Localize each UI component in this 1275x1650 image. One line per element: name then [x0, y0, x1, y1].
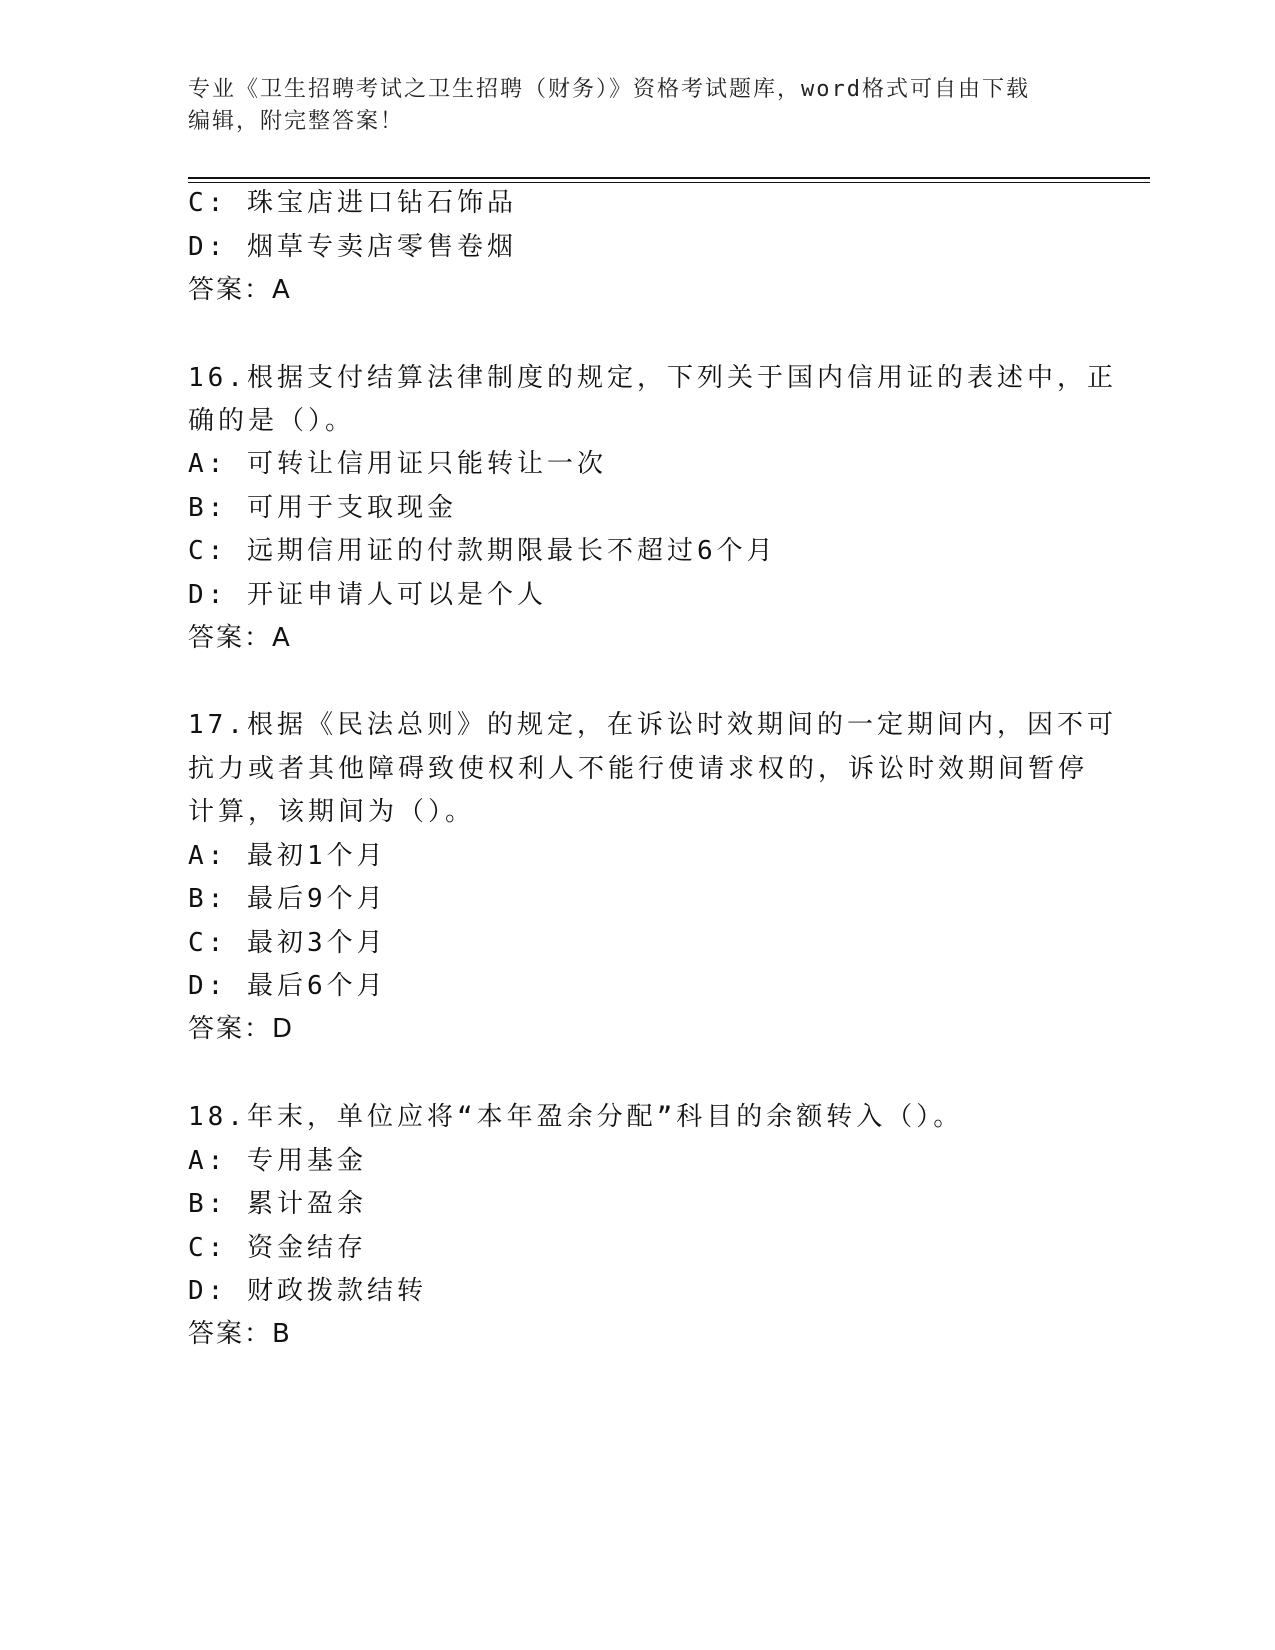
- header-divider-thin: [188, 182, 1150, 183]
- q17-option-d: D: 最后6个月: [188, 971, 387, 1001]
- q16-stem-line-2: 确的是（）。: [188, 406, 356, 436]
- header-divider-thick: [188, 177, 1150, 179]
- q17-stem-line-3: 计算，该期间为（）。: [188, 797, 476, 827]
- q15-option-d: D: 烟草专卖店零售卷烟: [188, 232, 517, 262]
- q18-answer: 答案：B: [188, 1319, 292, 1349]
- q18-option-a: A: 专用基金: [188, 1146, 367, 1176]
- header-line-1: 专业《卫生招聘考试之卫生招聘（财务）》资格考试题库，word格式可自由下载: [188, 77, 1030, 102]
- q15-option-c: C: 珠宝店进口钻石饰品: [188, 188, 517, 218]
- q16-answer: 答案：A: [188, 623, 292, 653]
- q17-stem-line-2: 抗力或者其他障碍致使权利人不能行使请求权的，诉讼时效期间暂停: [188, 754, 1089, 784]
- q16-option-d: D: 开证申请人可以是个人: [188, 580, 547, 610]
- q16-option-c: C: 远期信用证的付款期限最长不超过6个月: [188, 536, 777, 566]
- q16-option-a: A: 可转让信用证只能转让一次: [188, 449, 607, 479]
- q15-answer: 答案：A: [188, 275, 292, 305]
- header-line-2: 编辑，附完整答案！: [188, 109, 405, 134]
- q16-option-b: B: 可用于支取现金: [188, 493, 457, 523]
- q17-option-c: C: 最初3个月: [188, 928, 387, 958]
- q18-option-d: D: 财政拨款结转: [188, 1276, 427, 1306]
- q18-stem-line-1: 18.年末，单位应将“本年盈余分配”科目的余额转入（）。: [188, 1102, 964, 1132]
- q17-option-a: A: 最初1个月: [188, 841, 387, 871]
- q18-option-b: B: 累计盈余: [188, 1189, 367, 1219]
- q17-stem-line-1: 17.根据《民法总则》的规定，在诉讼时效期间的一定期间内，因不可: [188, 710, 1117, 740]
- q17-option-b: B: 最后9个月: [188, 884, 387, 914]
- document-header: [188, 74, 1088, 138]
- q17-answer: 答案：D: [188, 1014, 295, 1044]
- q16-stem-line-1: 16.根据支付结算法律制度的规定，下列关于国内信用证的表述中，正: [188, 363, 1117, 393]
- q18-option-c: C: 资金结存: [188, 1233, 367, 1263]
